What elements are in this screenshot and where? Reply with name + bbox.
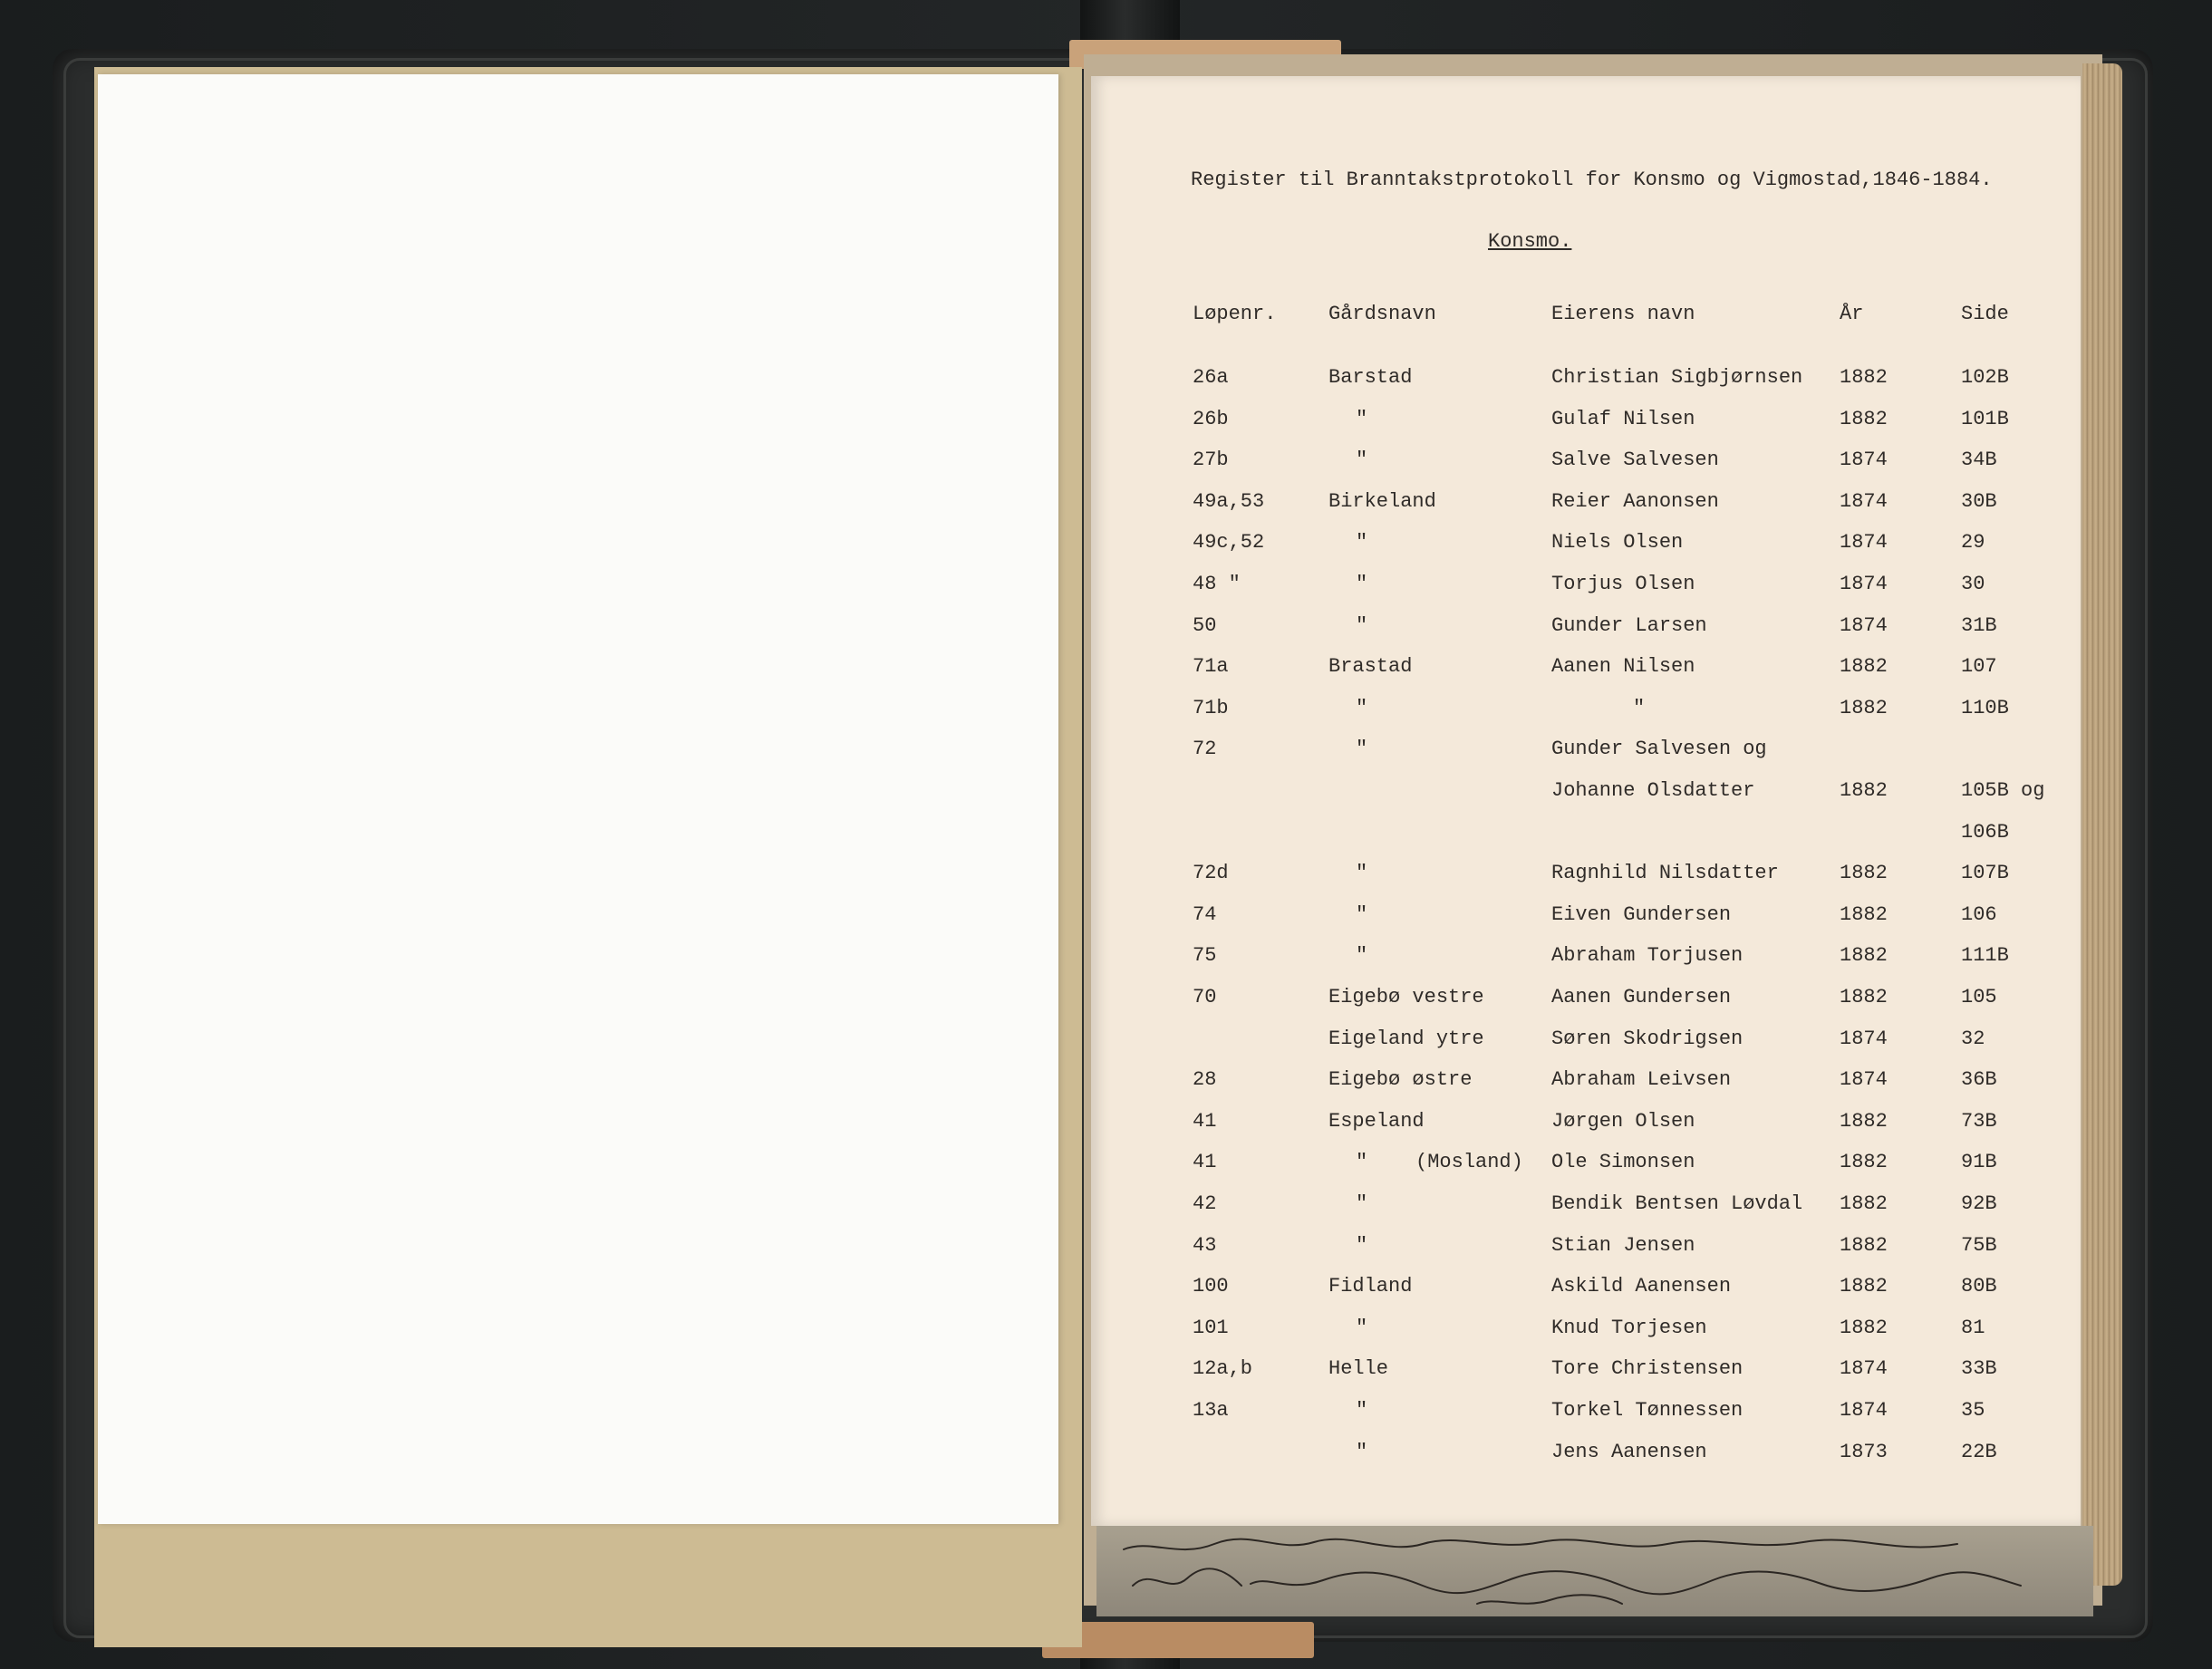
cell-gaardsnavn: " [1356, 531, 1368, 554]
cell-aar: 1882 [1840, 1234, 1888, 1257]
cell-loepenr: 100 [1193, 1275, 1229, 1298]
cell-loepenr: 12a,b [1193, 1357, 1253, 1380]
cell-eierens-navn: Søren Skodrigsen [1551, 1027, 1744, 1050]
cell-eierens-navn: Tore Christensen [1551, 1357, 1744, 1380]
cell-eierens-navn: Torkel Tønnessen [1551, 1399, 1744, 1422]
cell-eierens-navn: Niels Olsen [1551, 531, 1684, 554]
cell-eierens-navn: Torjus Olsen [1551, 573, 1695, 595]
cell-aar: 1874 [1840, 531, 1888, 554]
cell-gaardsnavn: Helle [1328, 1357, 1389, 1380]
cell-eierens-navn: Christian Sigbjørnsen [1551, 366, 1803, 389]
cell-aar: 1874 [1840, 1027, 1888, 1050]
cell-gaardsnavn: Barstad [1328, 366, 1413, 389]
cell-side: 30B [1961, 490, 1997, 513]
cell-aar: 1882 [1840, 944, 1888, 967]
cell-eierens-navn: Bendik Bentsen Løvdal [1551, 1192, 1803, 1215]
cell-gaardsnavn: " [1356, 738, 1368, 760]
cell-eierens-navn: Ragnhild Nilsdatter [1551, 862, 1779, 884]
cell-side: 29 [1961, 531, 1985, 554]
cell-eierens-navn: Jørgen Olsen [1551, 1110, 1695, 1133]
cell-eierens-navn: Salve Salvesen [1551, 449, 1719, 471]
cell-aar: 1874 [1840, 490, 1888, 513]
cell-loepenr: 75 [1193, 944, 1217, 967]
cell-loepenr: 49a,53 [1193, 490, 1265, 513]
cell-side: 36B [1961, 1068, 1997, 1091]
cell-aar: 1882 [1840, 903, 1888, 926]
cell-gaardsnavn: " [1356, 903, 1368, 926]
cell-side: 22B [1961, 1441, 1997, 1463]
cell-side: 101B [1961, 408, 2009, 430]
cell-aar: 1874 [1840, 1399, 1888, 1422]
cell-side: 102B [1961, 366, 2009, 389]
cell-loepenr: 28 [1193, 1068, 1217, 1091]
cell-gaardsnavn: Eigeland ytre [1328, 1027, 1484, 1050]
cell-eierens-navn: Ole Simonsen [1551, 1151, 1695, 1173]
cell-gaardsnavn: " [1356, 862, 1368, 884]
cell-loepenr: 49c,52 [1193, 531, 1265, 554]
cell-eierens-navn: Jens Aanensen [1551, 1441, 1707, 1463]
cell-eierens-navn: Abraham Torjusen [1551, 944, 1744, 967]
cell-side: 30 [1961, 573, 1985, 595]
cell-eierens-navn: Abraham Leivsen [1551, 1068, 1732, 1091]
cell-loepenr: 71b [1193, 697, 1229, 719]
cell-aar: 1874 [1840, 573, 1888, 595]
cell-aar: 1874 [1840, 614, 1888, 637]
cell-loepenr: 72 [1193, 738, 1217, 760]
cell-loepenr: 72d [1193, 862, 1229, 884]
cell-eierens-navn: Aanen Gundersen [1551, 986, 1732, 1008]
cell-side: 106 [1961, 903, 1997, 926]
cell-side: 105B og [1961, 779, 2045, 802]
cell-gaardsnavn: " [1356, 573, 1368, 595]
cell-loepenr: 41 [1193, 1151, 1217, 1173]
cell-aar: 1882 [1840, 779, 1888, 802]
cell-eierens-navn: " [1633, 697, 1646, 719]
cell-side: 33B [1961, 1357, 1997, 1380]
cell-gaardsnavn: Espeland [1328, 1110, 1425, 1133]
cell-side: 106B [1961, 821, 2009, 844]
cell-eierens-navn: Eiven Gundersen [1551, 903, 1732, 926]
cell-aar: 1882 [1840, 408, 1888, 430]
cell-eierens-navn: Gunder Larsen [1551, 614, 1707, 637]
spine-tape-bottom [1042, 1622, 1314, 1658]
cell-gaardsnavn: " [1356, 1234, 1368, 1257]
cell-loepenr: 101 [1193, 1317, 1229, 1339]
cell-gaardsnavn: " [1356, 408, 1368, 430]
cell-aar: 1882 [1840, 862, 1888, 884]
cell-gaardsnavn: Brastad [1328, 655, 1413, 678]
cell-loepenr: 41 [1193, 1110, 1217, 1133]
cell-gaardsnavn: Birkeland [1328, 490, 1436, 513]
cell-loepenr: 26a [1193, 366, 1229, 389]
cell-eierens-navn: Gunder Salvesen og [1551, 738, 1767, 760]
cell-loepenr: 70 [1193, 986, 1217, 1008]
cell-side: 34B [1961, 449, 1997, 471]
cell-aar: 1882 [1840, 366, 1888, 389]
cell-loepenr: 42 [1193, 1192, 1217, 1215]
cell-side: 81 [1961, 1317, 1985, 1339]
cell-eierens-navn: Knud Torjesen [1551, 1317, 1707, 1339]
cell-aar: 1874 [1840, 1068, 1888, 1091]
column-header-aar: År [1840, 303, 1864, 325]
cell-gaardsnavn: Eigebø østre [1328, 1068, 1473, 1091]
cell-aar: 1882 [1840, 986, 1888, 1008]
cell-eierens-navn: Gulaf Nilsen [1551, 408, 1695, 430]
page-edges [2082, 63, 2122, 1586]
cell-eierens-navn: Johanne Olsdatter [1551, 779, 1755, 802]
cell-gaardsnavn: " [1356, 1192, 1368, 1215]
cell-eierens-navn: Aanen Nilsen [1551, 655, 1695, 678]
cell-side: 73B [1961, 1110, 1997, 1133]
column-header-loepenr: Løpenr. [1193, 303, 1277, 325]
cell-loepenr: 26b [1193, 408, 1229, 430]
cell-gaardsnavn: " [1356, 1441, 1368, 1463]
cell-gaardsnavn: " [1356, 449, 1368, 471]
cell-loepenr: 27b [1193, 449, 1229, 471]
column-header-gaardsnavn: Gårdsnavn [1328, 303, 1436, 325]
cell-side: 31B [1961, 614, 1997, 637]
cell-eierens-navn: Stian Jensen [1551, 1234, 1695, 1257]
column-header-side: Side [1961, 303, 2009, 325]
cell-side: 105 [1961, 986, 1997, 1008]
cell-gaardsnavn: " [1356, 944, 1368, 967]
left-blank-sheet [98, 74, 1058, 1524]
cell-loepenr: 43 [1193, 1234, 1217, 1257]
cell-eierens-navn: Askild Aanensen [1551, 1275, 1732, 1298]
cell-gaardsnavn: " (Mosland) [1356, 1151, 1523, 1173]
cell-gaardsnavn: " [1356, 1317, 1368, 1339]
cell-side: 80B [1961, 1275, 1997, 1298]
cell-aar: 1882 [1840, 655, 1888, 678]
cell-side: 32 [1961, 1027, 1985, 1050]
cell-aar: 1882 [1840, 1275, 1888, 1298]
cell-gaardsnavn: " [1356, 697, 1368, 719]
cell-side: 107B [1961, 862, 2009, 884]
cell-side: 91B [1961, 1151, 1997, 1173]
cell-aar: 1882 [1840, 1317, 1888, 1339]
cell-side: 92B [1961, 1192, 1997, 1215]
cell-loepenr: 74 [1193, 903, 1217, 926]
cell-aar: 1874 [1840, 449, 1888, 471]
cell-aar: 1882 [1840, 697, 1888, 719]
cell-loepenr: 13a [1193, 1399, 1229, 1422]
cell-aar: 1882 [1840, 1192, 1888, 1215]
cell-aar: 1874 [1840, 1357, 1888, 1380]
cell-aar: 1882 [1840, 1151, 1888, 1173]
handwritten-signatures [1115, 1531, 2075, 1613]
cell-gaardsnavn: " [1356, 1399, 1368, 1422]
cell-gaardsnavn: Eigebø vestre [1328, 986, 1484, 1008]
cell-side: 110B [1961, 697, 2009, 719]
cell-side: 75B [1961, 1234, 1997, 1257]
cell-loepenr: 50 [1193, 614, 1217, 637]
document-title: Register til Branntakstprotokoll for Konsmo og Vigmostad,1846-1884. [1191, 169, 1993, 191]
cell-side: 107 [1961, 655, 1997, 678]
cell-side: 111B [1961, 944, 2009, 967]
cell-aar: 1882 [1840, 1110, 1888, 1133]
section-heading: Konsmo. [1488, 230, 1572, 253]
column-header-eierens-navn: Eierens navn [1551, 303, 1695, 325]
cell-gaardsnavn: Fidland [1328, 1275, 1413, 1298]
cell-loepenr: 71a [1193, 655, 1229, 678]
cell-gaardsnavn: " [1356, 614, 1368, 637]
cell-side: 35 [1961, 1399, 1985, 1422]
cell-eierens-navn: Reier Aanonsen [1551, 490, 1719, 513]
cell-aar: 1873 [1840, 1441, 1888, 1463]
cell-loepenr: 48 " [1193, 573, 1241, 595]
